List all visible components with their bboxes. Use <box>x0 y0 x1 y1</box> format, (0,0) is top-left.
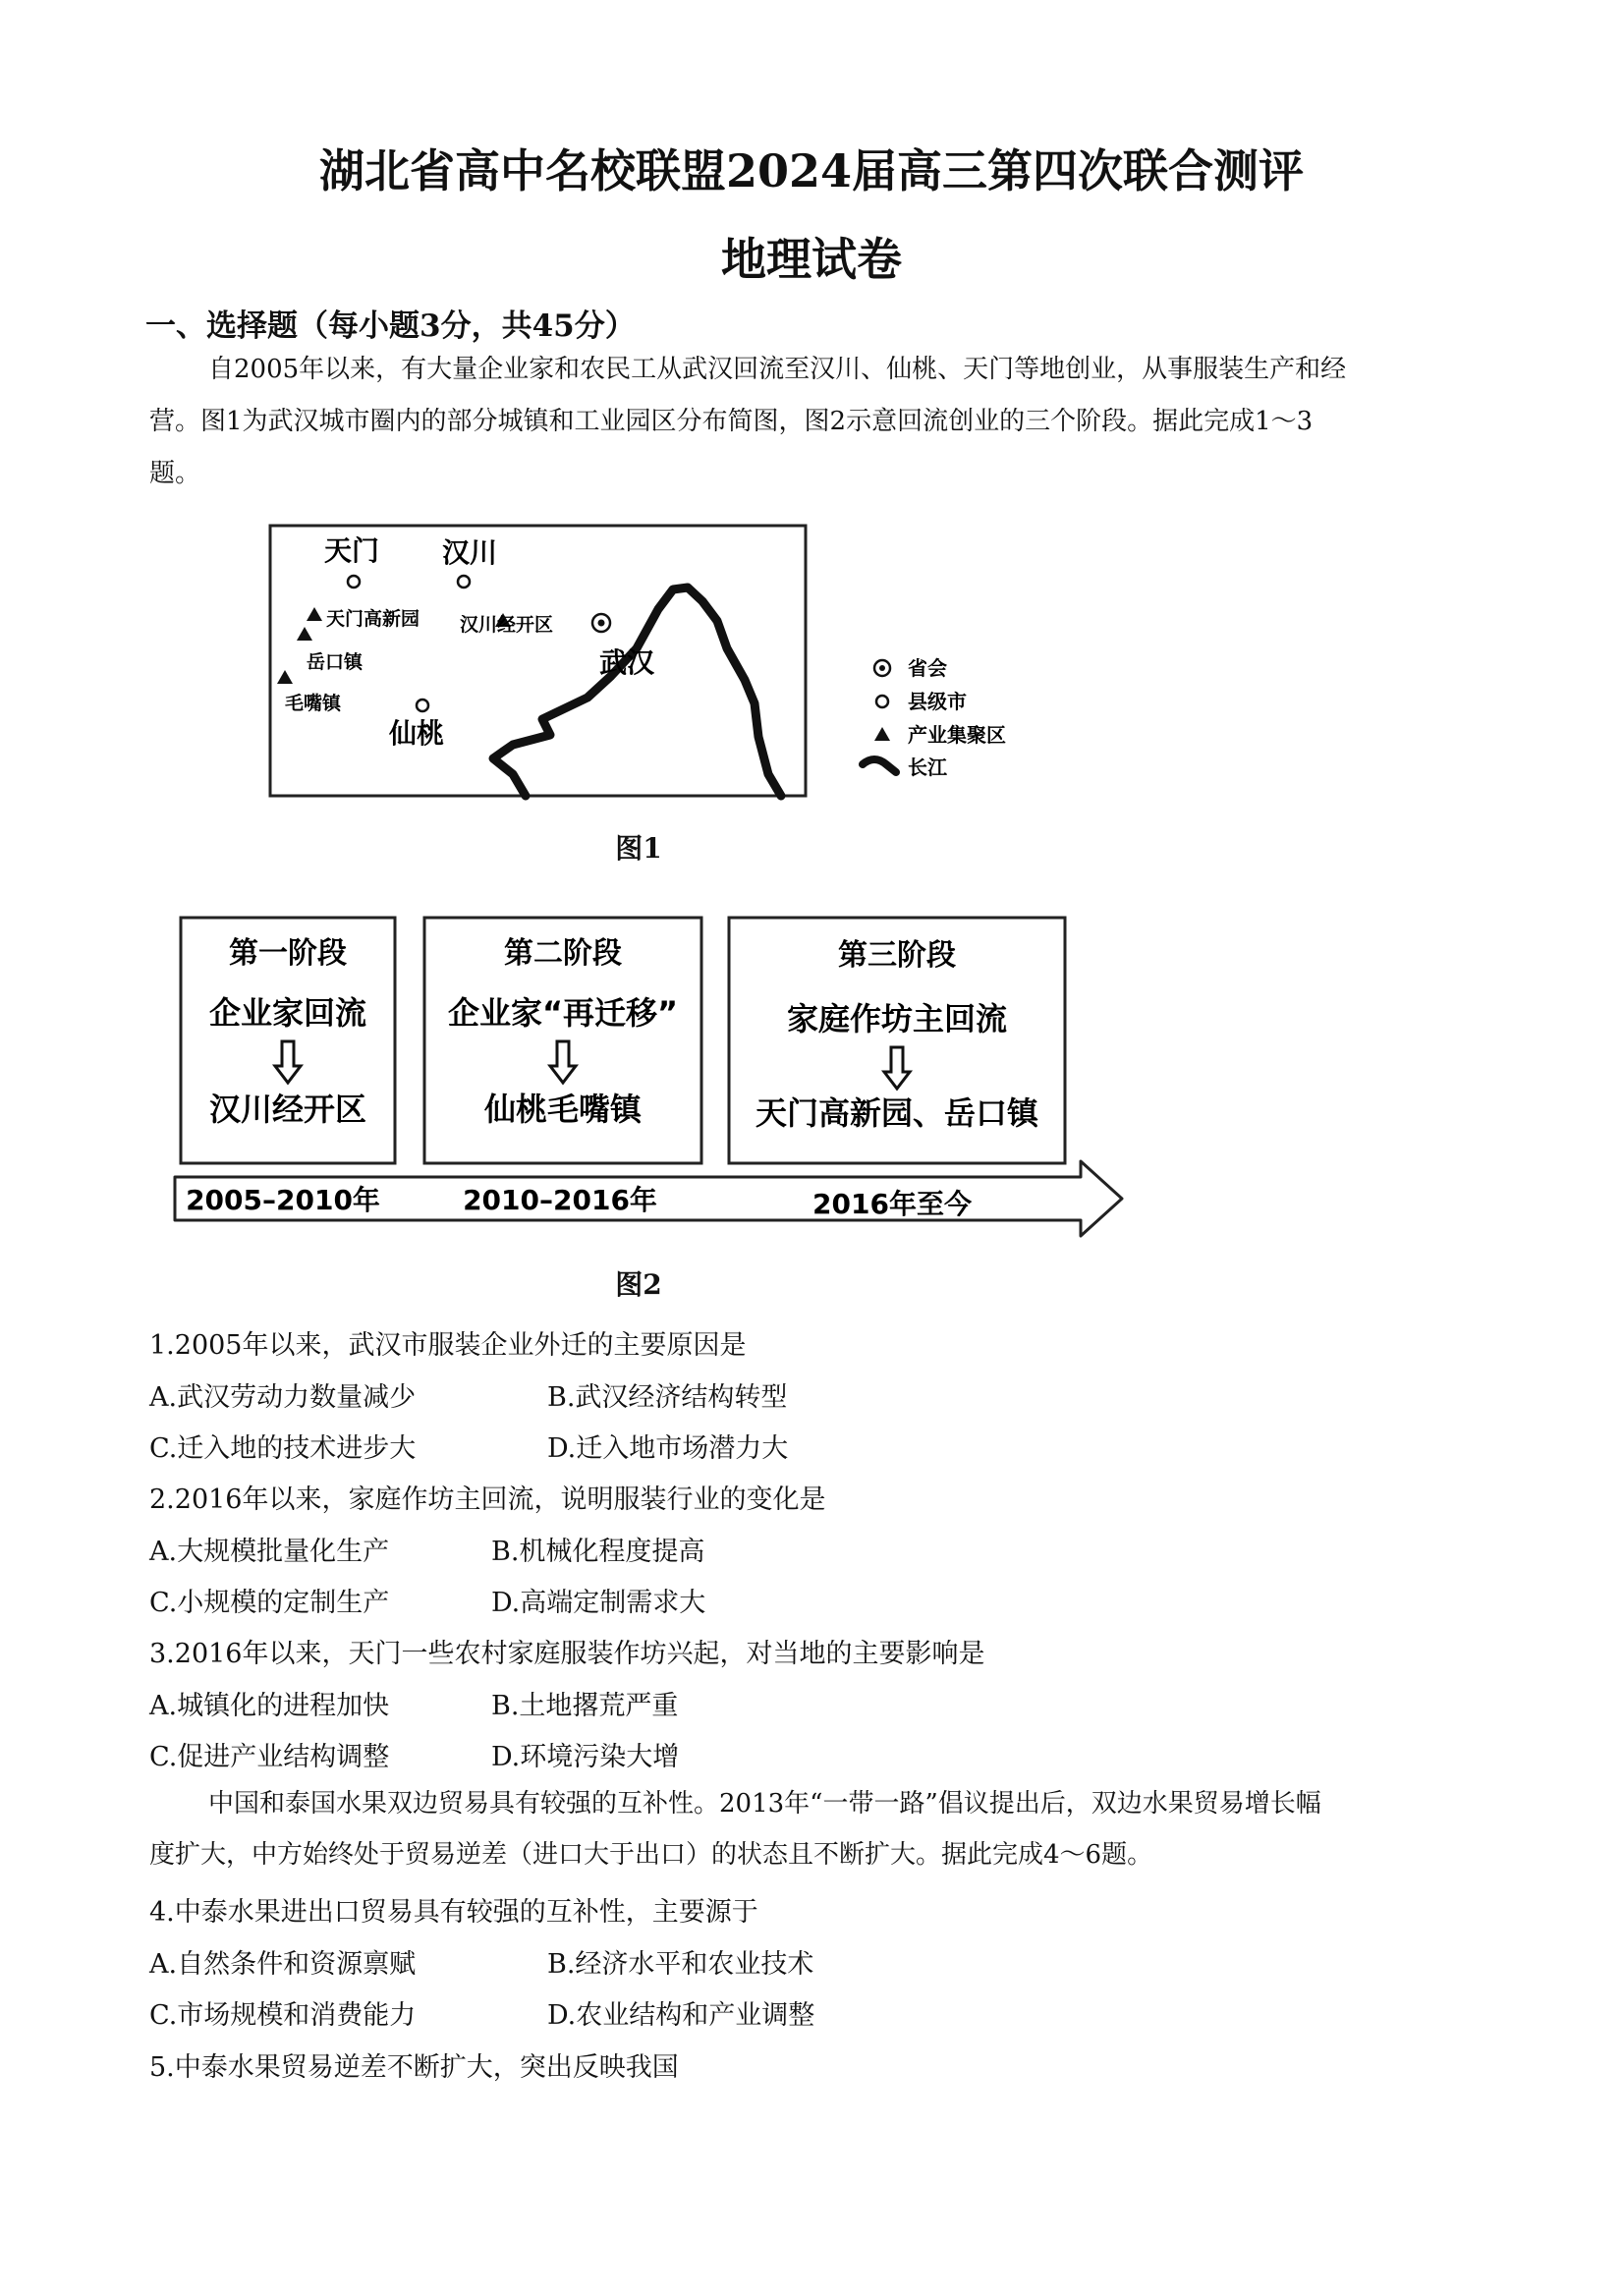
xiantao-marker <box>417 700 428 711</box>
maozui-label: 毛嘴镇 <box>285 693 342 714</box>
q4-option-d[interactable]: D.农业结构和产业调整 <box>547 2000 815 2031</box>
tianmen-label: 天门 <box>324 534 380 567</box>
tianmen-park-label: 天门高新园 <box>326 608 420 630</box>
figure2-caption: 图2 <box>615 1268 662 1301</box>
stage1-bottom: 汉川经开区 <box>208 1091 367 1128</box>
stage1-title: 第一阶段 <box>229 936 347 971</box>
xiantao-label: 仙桃 <box>389 717 445 750</box>
q3-option-c[interactable]: C.促进产业结构调整 <box>149 1742 390 1772</box>
exam-subtitle: 地理试卷 <box>721 233 902 286</box>
period-1: 2005–2010年 <box>186 1184 380 1216</box>
wuhan-label: 武汉 <box>599 646 655 679</box>
q2-option-b[interactable]: B.机械化程度提高 <box>491 1537 705 1567</box>
q2-option-c[interactable]: C.小规模的定制生产 <box>149 1588 390 1618</box>
q3-option-b[interactable]: B.土地撂荒严重 <box>491 1691 679 1721</box>
stage1-top: 企业家回流 <box>208 994 367 1032</box>
q1-stem: 1.2005年以来，武汉市服装企业外迁的主要原因是 <box>149 1330 747 1361</box>
q4-option-b[interactable]: B.经济水平和农业技术 <box>547 1949 814 1980</box>
wuhan-marker-dot <box>598 620 605 627</box>
stage2-top: 企业家“再迁移” <box>447 994 679 1032</box>
stage3-bottom: 天门高新园、岳口镇 <box>755 1094 1039 1132</box>
hanchuan-label: 汉川 <box>442 536 498 569</box>
intro1-line2: 营。图1为武汉城市圈内的部分城镇和工业园区分布简图，图2示意回流创业的三个阶段。据此完成1～3 <box>149 407 1314 436</box>
q1-option-a[interactable]: A.武汉劳动力数量减少 <box>149 1382 417 1413</box>
period-3: 2016年至今 <box>812 1188 972 1220</box>
exam-title: 湖北省高中名校联盟2024届高三第四次联合测评 <box>318 144 1305 197</box>
q1-option-c[interactable]: C.迁入地的技术进步大 <box>149 1433 417 1464</box>
q2-stem: 2.2016年以来，家庭作坊主回流，说明服装行业的变化是 <box>149 1484 826 1515</box>
section-heading: 一、选择题（每小题3分，共45分） <box>145 308 636 344</box>
legend-cluster-label: 产业集聚区 <box>908 723 1006 747</box>
intro2-line1: 中国和泰国水果双边贸易具有较强的互补性。2013年“一带一路”倡议提出后，双边水果贸易增长幅 <box>208 1789 1321 1819</box>
figure2-stages <box>167 904 1140 1262</box>
q2-option-a[interactable]: A.大规模批量化生产 <box>149 1537 390 1567</box>
q4-option-c[interactable]: C.市场规模和消费能力 <box>149 2000 417 2031</box>
q3-stem: 3.2016年以来，天门一些农村家庭服装作坊兴起，对当地的主要影响是 <box>149 1639 985 1669</box>
figure1-map <box>255 511 1061 806</box>
legend-capital-label: 省会 <box>908 656 947 680</box>
q1-option-b[interactable]: B.武汉经济结构转型 <box>547 1382 788 1413</box>
stage2-title: 第二阶段 <box>504 936 622 971</box>
q3-option-d[interactable]: D.环境污染大增 <box>491 1742 680 1772</box>
legend-river-label: 长江 <box>908 756 947 779</box>
yuekou-label: 岳口镇 <box>307 651 364 673</box>
intro2-line2: 度扩大，中方始终处于贸易逆差（进口大于出口）的状态且不断扩大。据此完成4～6题。 <box>149 1840 1153 1870</box>
stage3-top: 家庭作坊主回流 <box>786 1000 1008 1037</box>
stage2-bottom: 仙桃毛嘴镇 <box>483 1091 643 1128</box>
legend-county-label: 县级市 <box>908 690 967 713</box>
q4-stem: 4.中泰水果进出口贸易具有较强的互补性，主要源于 <box>149 1897 758 1928</box>
intro1-line3: 题。 <box>149 459 201 488</box>
period-2: 2010–2016年 <box>463 1184 657 1216</box>
q1-option-d[interactable]: D.迁入地市场潜力大 <box>547 1433 789 1464</box>
legend-cluster-icon <box>874 727 890 741</box>
legend-river-icon <box>863 759 896 772</box>
legend-county-icon <box>876 696 888 707</box>
hanchuan-zone-label: 汉川经开区 <box>460 614 554 636</box>
tianmen-marker <box>348 576 360 588</box>
q4-option-a[interactable]: A.自然条件和资源禀赋 <box>149 1949 417 1980</box>
stage3-title: 第三阶段 <box>838 938 956 973</box>
intro1-line1: 自2005年以来，有大量企业家和农民工从武汉回流至汉川、仙桃、天门等地创业，从事服装生产和经 <box>208 355 1347 384</box>
q2-option-d[interactable]: D.高端定制需求大 <box>491 1588 706 1618</box>
figure1-caption: 图1 <box>615 832 662 865</box>
q3-option-a[interactable]: A.城镇化的进程加快 <box>149 1691 390 1721</box>
hanchuan-marker <box>458 576 470 588</box>
q5-stem: 5.中泰水果贸易逆差不断扩大，突出反映我国 <box>149 2052 679 2083</box>
